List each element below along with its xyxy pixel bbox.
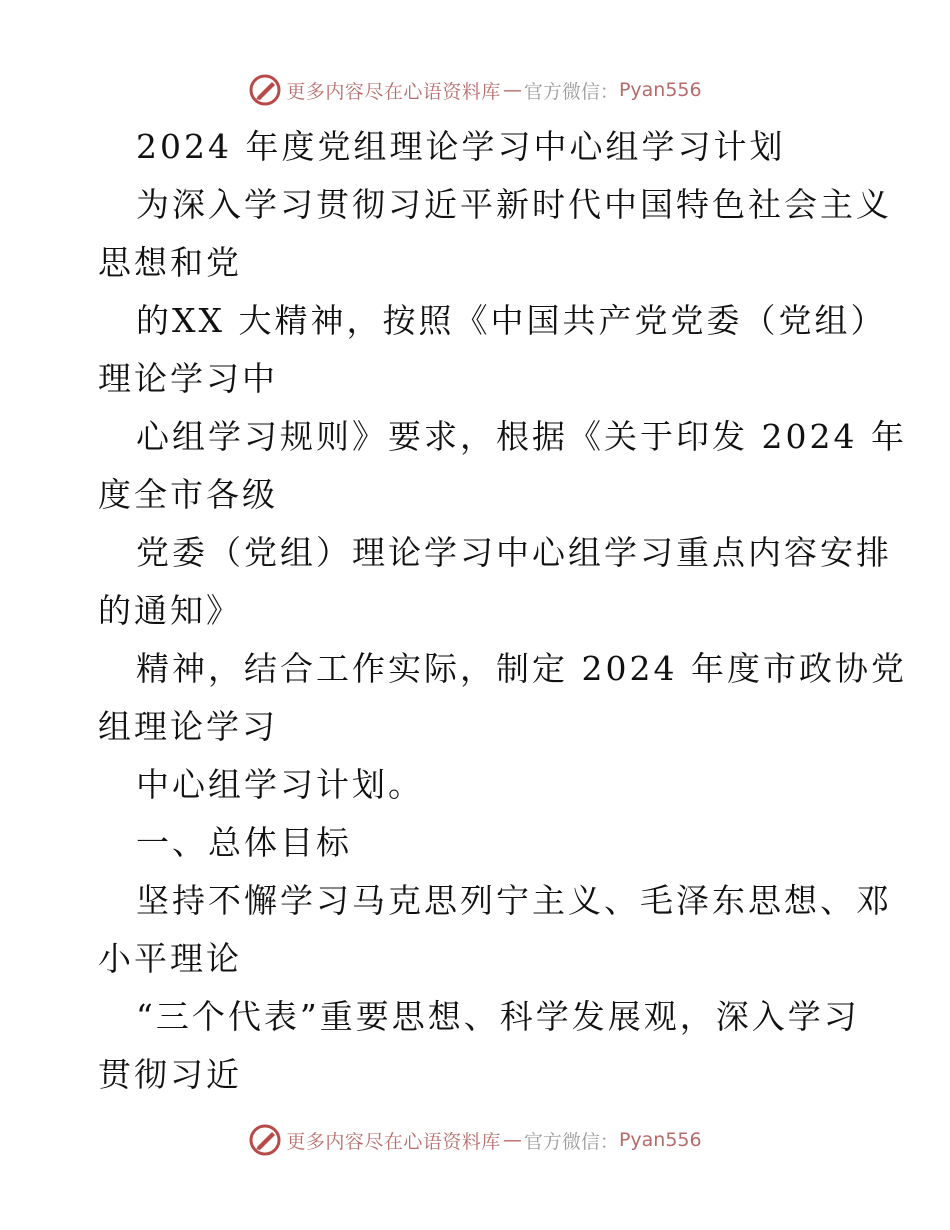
paragraph-line: 为深入学习贯彻习近平新时代中国特色社会主义 xyxy=(136,185,892,224)
paragraph-line: 精神，结合工作实际，制定 2024 年度市政协党 xyxy=(136,649,907,688)
paragraph-line: 心组学习规则》要求，根据《关于印发 2024 年 xyxy=(136,417,907,456)
section-heading: 一、总体目标 xyxy=(136,823,352,862)
paragraph-line: 度全市各级 xyxy=(98,475,278,514)
paragraph-line: 的XX 大精神，按照《中国共产党党委（党组） xyxy=(136,301,887,340)
watermark-wechat-id: Pyan556 xyxy=(618,79,702,101)
watermark-wechat-id: Pyan556 xyxy=(618,1129,702,1151)
paragraph-line: 坚持不懈学习马克思列宁主义、毛泽东思想、邓 xyxy=(136,881,892,920)
paragraph-line: 中心组学习计划。 xyxy=(136,765,424,804)
paragraph-line: 的通知》 xyxy=(98,591,242,630)
watermark-wechat-label: 官方微信： xyxy=(523,1130,619,1153)
paragraph-line: 贯彻习近 xyxy=(98,1055,242,1094)
watermark-text: 更多内容尽在心语资料库 xyxy=(286,80,501,103)
document-title: 2024 年度党组理论学习中心组学习计划 xyxy=(136,127,786,166)
library-logo-icon xyxy=(248,73,282,107)
paragraph-line: 小平理论 xyxy=(98,939,242,978)
paragraph-line: 思想和党 xyxy=(98,243,242,282)
watermark-dash: — xyxy=(502,79,522,101)
watermark-dash: — xyxy=(502,1129,522,1151)
paragraph-line: 理论学习中 xyxy=(98,359,278,398)
watermark-text: 更多内容尽在心语资料库 xyxy=(286,1130,501,1153)
footer-watermark xyxy=(0,1120,950,1160)
document-body xyxy=(98,118,907,1104)
watermark-wechat-label: 官方微信： xyxy=(523,80,619,103)
paragraph-line: “三个代表”重要思想、科学发展观，深入学习 xyxy=(136,997,860,1036)
header-watermark xyxy=(0,70,950,110)
library-logo-icon xyxy=(248,1123,282,1157)
paragraph-line: 党委（党组）理论学习中心组学习重点内容安排 xyxy=(136,533,892,572)
paragraph-line: 组理论学习 xyxy=(98,707,278,746)
